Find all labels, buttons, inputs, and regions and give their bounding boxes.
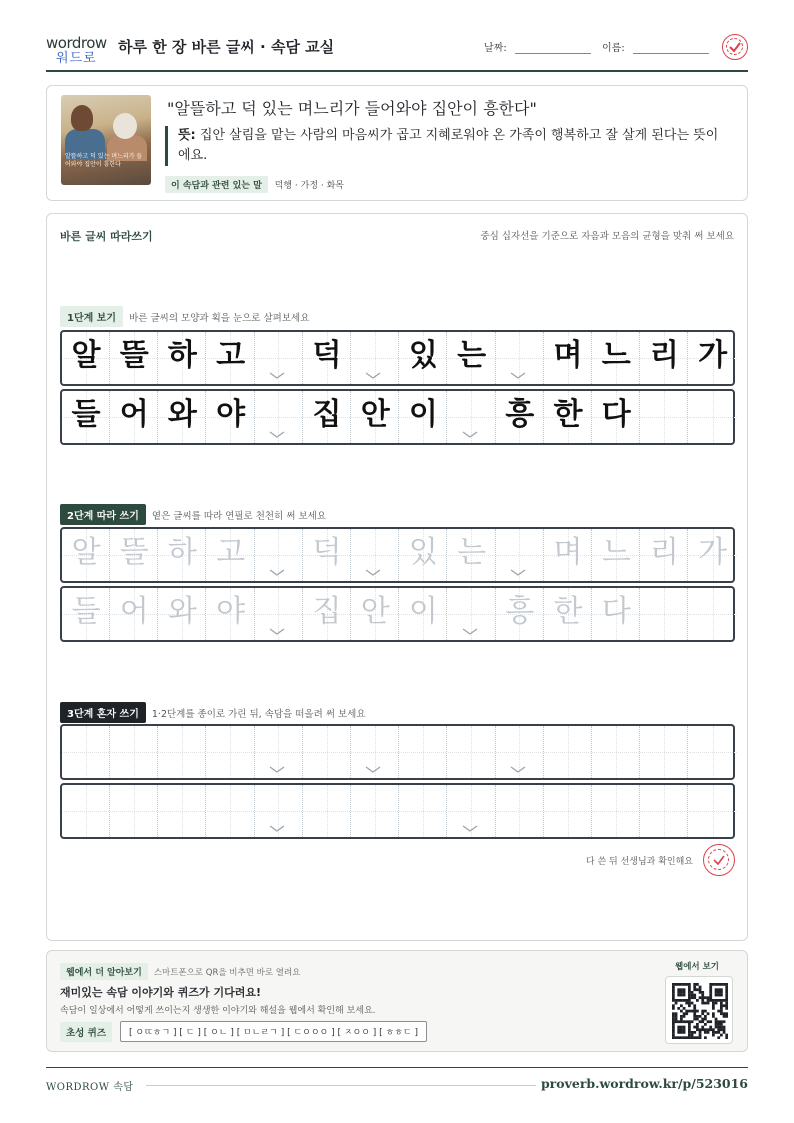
quiz-label: 초성 퀴즈: [60, 1022, 112, 1042]
grid-character: 리: [649, 338, 679, 373]
teacher-stamp-icon: [703, 844, 735, 876]
teacher-check-note: 다 쓴 뒤 선생님과 확인해요: [585, 857, 693, 867]
grid-character: 야: [216, 397, 246, 432]
grid-character: 있: [408, 535, 438, 570]
step1-header: [60, 306, 309, 327]
web-panel: [46, 950, 748, 1052]
grid-cell[interactable]: [207, 529, 255, 581]
grid-cell[interactable]: [448, 529, 496, 581]
grid-character: 하: [167, 338, 197, 373]
grid-cell: [303, 332, 351, 384]
grid-cell[interactable]: [351, 588, 399, 640]
related-list: 덕행 · 가정 · 화목: [274, 181, 344, 191]
space-mark-icon: [365, 569, 381, 577]
grid-character: 와: [167, 397, 197, 432]
grid-character: 며: [553, 535, 583, 570]
step2-row-1[interactable]: [60, 527, 735, 583]
grid-character: 한: [553, 397, 583, 432]
grid-character: 이: [408, 594, 438, 629]
grid-cell[interactable]: [303, 785, 351, 837]
grid-character: 덕: [312, 338, 342, 373]
grid-cell[interactable]: [592, 529, 640, 581]
web-headline: 재미있는 속담 이야기와 퀴즈가 기다려요!: [60, 986, 261, 999]
grid-character: 집: [312, 594, 342, 629]
grid-character: 야: [216, 594, 246, 629]
grid-cell[interactable]: [448, 588, 496, 640]
grid-character: 고: [216, 338, 246, 373]
grid-cell[interactable]: [689, 785, 737, 837]
grid-cell[interactable]: [544, 785, 592, 837]
date-line: [515, 44, 591, 54]
grid-cell: [207, 332, 255, 384]
grid-cell: [158, 391, 206, 443]
footer-brand: WORDROW 속담: [46, 1082, 134, 1093]
name-label: 이름:: [602, 43, 625, 54]
grid-character: 들: [71, 397, 101, 432]
grid-cell[interactable]: [496, 726, 544, 778]
grid-cell: [640, 391, 688, 443]
practice-title: 바른 글씨 따라쓰기: [60, 230, 153, 243]
grid-character: 와: [167, 594, 197, 629]
illustration-caption: 알뜰하고 덕 있는 며느리가 들어와야 집안이 흥한다: [65, 153, 143, 168]
grid-character: 는: [457, 535, 487, 570]
web-tagline: [60, 963, 300, 980]
proverb-card: [46, 85, 748, 201]
step3-header: [60, 702, 366, 723]
proverb-illustration: [61, 95, 151, 185]
grid-cell[interactable]: [544, 726, 592, 778]
grid-character: 알: [71, 535, 101, 570]
grid-character: 가: [698, 338, 728, 373]
grid-cell[interactable]: [255, 726, 303, 778]
web-desc: 속담이 일상에서 어떻게 쓰이는지 생생한 이야기와 해설을 웹에서 확인해 보세요.: [60, 1006, 376, 1016]
space-mark-icon: [510, 766, 526, 774]
grid-character: 알: [71, 338, 101, 373]
proverb-meaning: [165, 126, 725, 166]
grid-cell[interactable]: [158, 588, 206, 640]
grid-cell[interactable]: [399, 529, 447, 581]
grid-character: 덕: [312, 535, 342, 570]
step1-desc: 바른 글씨의 모양과 획을 눈으로 살펴보세요: [129, 313, 310, 324]
grid-cell[interactable]: [158, 726, 206, 778]
space-mark-icon: [269, 825, 285, 833]
grid-cell[interactable]: [303, 588, 351, 640]
step2-badge: 2단계 따라 쓰기: [60, 504, 146, 525]
date-field[interactable]: [484, 39, 591, 54]
qr-code-icon[interactable]: [665, 976, 733, 1044]
grid-cell: [351, 332, 399, 384]
grid-cell[interactable]: [255, 785, 303, 837]
space-mark-icon: [462, 628, 478, 636]
grid-cell: [255, 332, 303, 384]
logo-wordmark: wordrow: [46, 34, 107, 52]
grid-cell: [62, 332, 110, 384]
qr-label: 웹에서 보기: [674, 962, 719, 972]
grid-cell[interactable]: [351, 785, 399, 837]
logo-korean: 워드로: [56, 51, 97, 66]
name-line: [633, 44, 709, 54]
grid-cell: [110, 391, 158, 443]
grid-character: 어: [119, 397, 149, 432]
practice-note: 중심 십자선을 기준으로 자음과 모음의 균형을 맞춰 써 보세요: [480, 231, 734, 242]
grid-cell: [689, 332, 737, 384]
grid-cell[interactable]: [351, 726, 399, 778]
grid-cell[interactable]: [158, 785, 206, 837]
grid-cell: [640, 332, 688, 384]
grid-cell[interactable]: [689, 588, 737, 640]
grid-character: 느: [601, 535, 631, 570]
grid-character: 가: [698, 535, 728, 570]
grid-character: 다: [601, 397, 631, 432]
footer-rule: [146, 1085, 536, 1086]
grid-cell: [62, 391, 110, 443]
step3-badge: 3단계 혼자 쓰기: [60, 702, 146, 723]
grid-cell: [110, 332, 158, 384]
grid-character: 안: [360, 397, 390, 432]
grid-cell[interactable]: [399, 726, 447, 778]
grid-character: 흥: [505, 397, 535, 432]
grid-cell[interactable]: [303, 726, 351, 778]
grid-character: 다: [601, 594, 631, 629]
grid-cell[interactable]: [592, 588, 640, 640]
grid-cell[interactable]: [110, 529, 158, 581]
step1-row-1: [60, 330, 735, 386]
meaning-label: 뜻:: [178, 128, 196, 143]
footer-url[interactable]: proverb.wordrow.kr/p/523016: [540, 1076, 748, 1091]
grid-character: 뜰: [119, 535, 149, 570]
grid-cell[interactable]: [207, 726, 255, 778]
grid-cell: [399, 332, 447, 384]
grid-character: 한: [553, 594, 583, 629]
practice-panel: [46, 213, 748, 941]
grid-cell: [158, 332, 206, 384]
grid-cell[interactable]: [110, 726, 158, 778]
grid-cell[interactable]: [496, 529, 544, 581]
grid-cell: [351, 391, 399, 443]
space-mark-icon: [462, 825, 478, 833]
meaning-text: 집안 살림을 맡는 사람의 마음씨가 곱고 지혜로워야 온 가족이 행복하고 잘 살게 된다는 뜻이에요.: [178, 128, 719, 163]
quiz-box: [ ㅇㄸㅎㄱ ] [ ㄷ ] [ ㅇㄴ ] [ ㅁㄴㄹㄱ ] [ ㄷㅇㅇㅇ ] [ ㅈㅇㅇ ] [ ㅎㅎㄷ ]: [120, 1021, 427, 1042]
grid-cell[interactable]: [110, 588, 158, 640]
grid-cell: [689, 391, 737, 443]
grid-cell[interactable]: [255, 529, 303, 581]
step3-desc: 1·2단계를 종이로 가린 뒤, 속담을 떠올려 써 보세요: [151, 709, 366, 720]
grid-cell[interactable]: [640, 785, 688, 837]
grid-cell: [448, 332, 496, 384]
grid-cell: [592, 332, 640, 384]
grid-character: 어: [119, 594, 149, 629]
grid-character: 들: [71, 594, 101, 629]
step1-row-2: [60, 389, 735, 445]
grid-cell[interactable]: [351, 529, 399, 581]
space-mark-icon: [269, 766, 285, 774]
grid-cell[interactable]: [689, 726, 737, 778]
grid-cell: [255, 391, 303, 443]
grid-cell[interactable]: [207, 588, 255, 640]
name-field[interactable]: [602, 39, 709, 54]
grid-cell[interactable]: [496, 785, 544, 837]
grid-cell: [592, 391, 640, 443]
chosung-quiz: [60, 1021, 427, 1042]
proverb-quote: "알뜰하고 덕 있는 며느리가 들어와야 집안이 흥한다": [167, 99, 537, 118]
check-stamp-icon: [722, 34, 748, 60]
step3-row-1[interactable]: [60, 724, 735, 780]
page-footer: [46, 1067, 748, 1097]
step2-desc: 옅은 글씨를 따라 연필로 천천히 써 보세요: [151, 511, 327, 522]
grid-cell[interactable]: [544, 588, 592, 640]
grid-character: 이: [408, 397, 438, 432]
wordrow-logo: [46, 34, 110, 64]
space-mark-icon: [269, 569, 285, 577]
grid-cell[interactable]: [640, 588, 688, 640]
grid-cell: [544, 391, 592, 443]
space-mark-icon: [269, 372, 285, 380]
grid-cell: [496, 391, 544, 443]
web-hint: 스마트폰으로 QR을 비추면 바로 열려요: [153, 968, 301, 978]
grid-cell: [207, 391, 255, 443]
page-title: 하루 한 장 바른 글씨 · 속담 교실: [118, 38, 335, 56]
related-label: 이 속담과 관련 있는 말: [165, 176, 268, 193]
space-mark-icon: [365, 766, 381, 774]
grid-cell[interactable]: [448, 726, 496, 778]
date-label: 날짜:: [484, 43, 507, 54]
grid-cell[interactable]: [62, 588, 110, 640]
grid-cell: [448, 391, 496, 443]
space-mark-icon: [510, 372, 526, 380]
grid-character: 집: [312, 397, 342, 432]
grid-character: 안: [360, 594, 390, 629]
grid-cell[interactable]: [62, 726, 110, 778]
grid-cell: [303, 391, 351, 443]
space-mark-icon: [365, 372, 381, 380]
grid-cell[interactable]: [207, 785, 255, 837]
grid-cell[interactable]: [158, 529, 206, 581]
grid-cell: [496, 332, 544, 384]
grid-character: 뜰: [119, 338, 149, 373]
grid-character: 하: [167, 535, 197, 570]
space-mark-icon: [462, 431, 478, 439]
grid-cell[interactable]: [399, 588, 447, 640]
grid-cell[interactable]: [399, 785, 447, 837]
grid-character: 느: [601, 338, 631, 373]
grid-cell[interactable]: [303, 529, 351, 581]
web-badge: 웹에서 더 알아보기: [60, 963, 148, 980]
step2-row-2[interactable]: [60, 586, 735, 642]
grid-cell[interactable]: [255, 588, 303, 640]
grid-cell[interactable]: [544, 529, 592, 581]
space-mark-icon: [510, 569, 526, 577]
grid-cell[interactable]: [689, 529, 737, 581]
grid-cell[interactable]: [448, 785, 496, 837]
grid-cell[interactable]: [592, 726, 640, 778]
page-header: [46, 30, 748, 72]
grid-cell: [544, 332, 592, 384]
grid-character: 흥: [505, 594, 535, 629]
related-words: [165, 176, 344, 193]
space-mark-icon: [269, 431, 285, 439]
grid-character: 는: [457, 338, 487, 373]
space-mark-icon: [269, 628, 285, 636]
step3-row-2[interactable]: [60, 783, 735, 839]
grid-character: 리: [649, 535, 679, 570]
grid-cell: [399, 391, 447, 443]
grid-cell[interactable]: [640, 726, 688, 778]
grid-cell[interactable]: [640, 529, 688, 581]
grid-character: 며: [553, 338, 583, 373]
step1-badge: 1단계 보기: [60, 306, 123, 327]
step2-header: [60, 504, 326, 525]
grid-character: 고: [216, 535, 246, 570]
grid-cell[interactable]: [496, 588, 544, 640]
grid-character: 있: [408, 338, 438, 373]
grid-cell[interactable]: [592, 785, 640, 837]
grid-cell[interactable]: [62, 529, 110, 581]
grid-cell[interactable]: [110, 785, 158, 837]
grid-cell[interactable]: [62, 785, 110, 837]
